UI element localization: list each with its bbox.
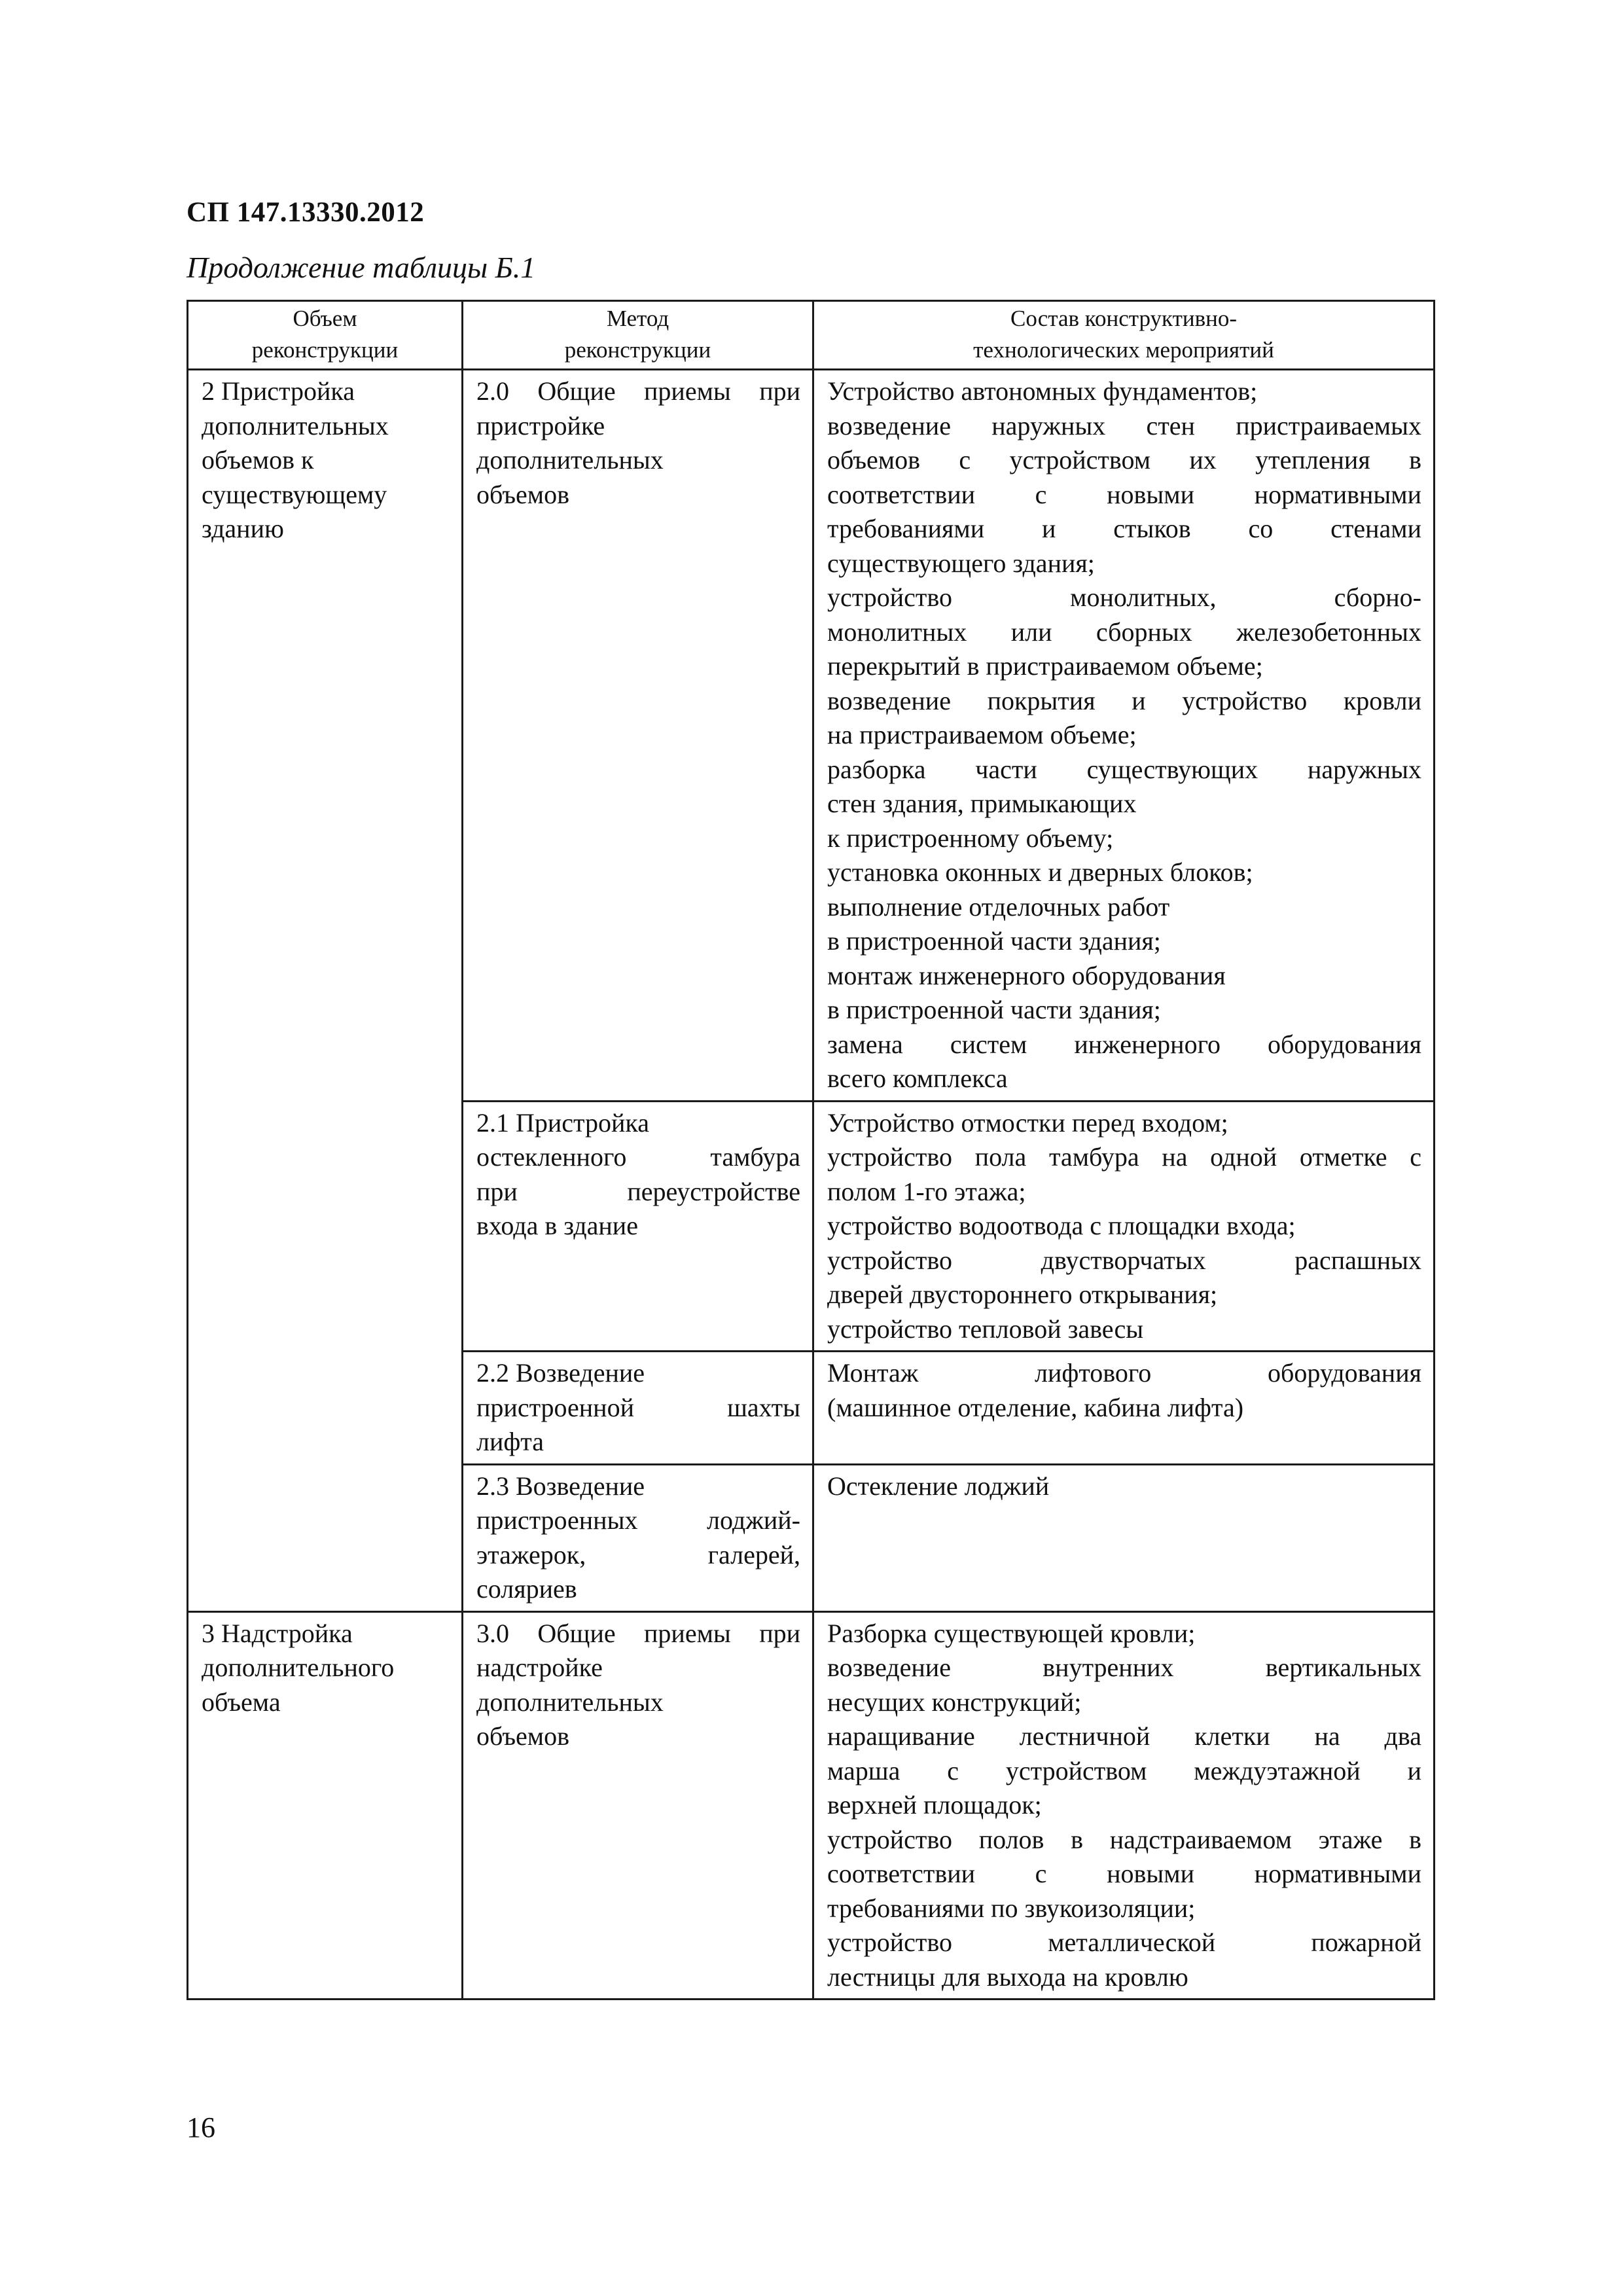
method-cell: [463, 1101, 813, 1352]
volume-line: дополнительных: [202, 410, 389, 440]
measure-line: устройство пола тамбура на одной отметке с: [827, 1142, 1421, 1172]
method-line: пристроенных лоджий-: [476, 1505, 800, 1535]
measure-line: возведение внутренних вертикальных: [827, 1653, 1421, 1682]
method-line: дополнительных: [476, 1687, 664, 1717]
document-code: СП 147.13330.2012: [187, 197, 425, 228]
method-line: пристройке: [476, 410, 605, 440]
header-volume: [188, 301, 463, 370]
measure-line: установка оконных и дверных блоков;: [827, 857, 1253, 887]
measure-line: устройство металлической пожарной: [827, 1928, 1421, 1957]
method-cell: [463, 370, 813, 1102]
volume-line: дополнительного: [202, 1653, 395, 1682]
volume-line: существующему: [202, 479, 387, 509]
header-text: Объем: [293, 306, 357, 331]
measure-line: возведение покрытия и устройство кровли: [827, 685, 1421, 715]
measure-line: соответствии с новыми нормативными: [827, 1859, 1421, 1888]
volume-line: объема: [202, 1687, 281, 1717]
measures-cell: [813, 1611, 1435, 2000]
measures-cell: [813, 1352, 1435, 1465]
measure-line: наращивание лестничной клетки на два: [827, 1721, 1421, 1751]
table-row: [188, 1611, 1435, 2000]
measure-line: верхней площадок;: [827, 1790, 1042, 1820]
measure-line: марша с устройством междуэтажной и: [827, 1755, 1421, 1785]
measure-line: Монтаж лифтового оборудования: [827, 1358, 1421, 1388]
header-text: технологических мероприятий: [973, 337, 1274, 363]
method-line: 3.0 Общие приемы при: [476, 1618, 800, 1648]
measure-line: соответствии с новыми нормативными: [827, 479, 1421, 509]
measures-cell: [813, 370, 1435, 1102]
measure-line: требованиями по звукоизоляции;: [827, 1893, 1196, 1923]
measure-line: Остекление лоджий: [827, 1471, 1050, 1501]
method-cell: [463, 1352, 813, 1465]
header-text: Состав конструктивно-: [1010, 306, 1238, 331]
method-line: при переустройстве: [476, 1176, 800, 1206]
volume-line: зданию: [202, 514, 284, 543]
measure-line: объемов с устройством их утепления в: [827, 445, 1421, 475]
measure-line: перекрытий в пристраиваемом объеме;: [827, 651, 1263, 681]
measure-line: выполнение отделочных работ: [827, 891, 1170, 922]
measure-line: существующего здания;: [827, 548, 1095, 578]
reconstruction-table: [187, 300, 1435, 2000]
measure-line: дверей двустороннего открывания;: [827, 1280, 1218, 1309]
method-cell: [463, 1464, 813, 1611]
volume-line: объемов к: [202, 445, 314, 475]
method-line: дополнительных: [476, 445, 664, 475]
measure-line: устройство полов в надстраиваемом этаже в: [827, 1824, 1421, 1854]
measure-line: замена систем инженерного оборудования: [827, 1029, 1421, 1059]
header-measures: [813, 301, 1435, 370]
table-caption: Продолжение таблицы Б.1: [187, 251, 536, 284]
method-line: остекленного тамбура: [476, 1142, 800, 1172]
measure-line: в пристроенной части здания;: [827, 926, 1161, 956]
header-method: [463, 301, 813, 370]
method-line: входа в здание: [476, 1211, 638, 1240]
measure-line: устройство тепловой завесы: [827, 1314, 1144, 1344]
method-line: объемов: [476, 479, 569, 509]
measure-line: к пристроенному объему;: [827, 823, 1114, 853]
method-line: объемов: [476, 1721, 569, 1751]
method-line: 2.0 Общие приемы при: [476, 376, 800, 406]
method-line: этажерок, галерей,: [476, 1539, 800, 1570]
method-line: 2.3 Возведение: [476, 1471, 645, 1501]
measure-line: на пристраиваемом объеме;: [827, 720, 1137, 749]
method-cell: [463, 1611, 813, 2000]
table-header-row: [188, 301, 1435, 370]
measure-line: стен здания, примыкающих: [827, 789, 1137, 818]
measure-line: возведение наружных стен пристраиваемых: [827, 410, 1421, 440]
volume-line: 3 Надстройка: [202, 1618, 353, 1648]
measure-line: требованиями и стыков со стенами: [827, 514, 1421, 543]
measure-line: несущих конструкций;: [827, 1687, 1082, 1717]
measure-line: полом 1-го этажа;: [827, 1176, 1026, 1206]
measure-line: устройство водоотвода с площадки входа;: [827, 1211, 1296, 1240]
header-text: реконструкции: [251, 337, 399, 363]
measure-line: монтаж инженерного оборудования: [827, 960, 1226, 990]
page-number: 16: [187, 2111, 215, 2144]
measure-line: Устройство автономных фундаментов;: [827, 376, 1258, 406]
measure-line: Устройство отмостки перед входом;: [827, 1107, 1228, 1138]
measure-line: лестницы для выхода на кровлю: [827, 1962, 1188, 1992]
measure-line: Разборка существующей кровли;: [827, 1618, 1196, 1648]
measure-line: монолитных или сборных железобетонных: [827, 617, 1421, 647]
measure-line: в пристроенной части здания;: [827, 995, 1161, 1024]
table-row: [188, 370, 1435, 1102]
measure-line: всего комплекса: [827, 1064, 1008, 1093]
volume-cell: [188, 370, 463, 1612]
volume-line: 2 Пристройка: [202, 376, 355, 406]
method-line: пристроенной шахты: [476, 1392, 800, 1422]
measures-cell: [813, 1101, 1435, 1352]
volume-cell: [188, 1611, 463, 2000]
measure-line: устройство монолитных, сборно-: [827, 583, 1421, 612]
measure-line: разборка части существующих наружных: [827, 754, 1421, 784]
method-line: 2.2 Возведение: [476, 1358, 645, 1388]
measure-line: (машинное отделение, кабина лифта): [827, 1392, 1244, 1422]
method-line: надстройке: [476, 1653, 603, 1682]
measures-cell: [813, 1464, 1435, 1611]
method-line: 2.1 Пристройка: [476, 1107, 650, 1138]
method-line: лифта: [476, 1427, 544, 1456]
method-line: соляриев: [476, 1574, 577, 1604]
header-text: реконструкции: [564, 337, 711, 363]
header-text: Метод: [606, 306, 669, 331]
measure-line: устройство двустворчатых распашных: [827, 1245, 1421, 1275]
